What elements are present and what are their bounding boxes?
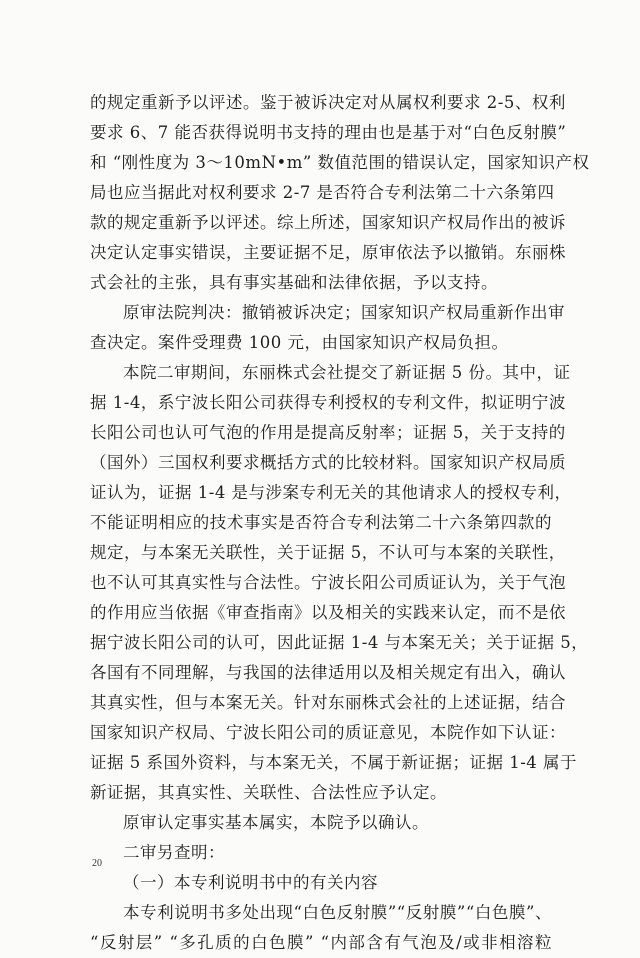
text-line: “反射层” “多孔质的白色膜” “内部含有气泡及/或非相溶粒 <box>90 933 552 952</box>
text-line: 其真实性，但与本案无关。针对东丽株式会社的上述证据，结合 <box>90 693 566 712</box>
text-line: 不能证明相应的技术事实是否符合专利法第二十六条第四款的 <box>90 513 552 532</box>
text-line: 二审另查明： <box>123 843 225 862</box>
text-line: 规定，与本案无关联性，关于证据 5，不认可与本案的关联性， <box>90 543 566 562</box>
text-line: 决定认定事实错误，主要证据不足，原审依法予以撤销。东丽株 <box>90 243 566 262</box>
text-line: 局也应当据此对权利要求 2-7 是否符合专利法第二十六条第四 <box>90 183 555 202</box>
text-line: 证认为，证据 1-4 是与涉案专利无关的其他请求人的授权专利， <box>90 483 572 502</box>
text-line: 查决定。案件受理费 100 元，由国家知识产权局负担。 <box>90 333 509 352</box>
text-line: 据 1-4，系宁波长阳公司获得专利授权的专利文件，拟证明宁波 <box>90 393 566 412</box>
text-line: 本院二审期间，东丽株式会社提交了新证据 5 份。其中，证 <box>123 363 571 382</box>
text-line: 的规定重新予以评述。鉴于被诉决定对从属权利要求 2-5、权利 <box>90 93 566 112</box>
text-line: 也不认可其真实性与合法性。宁波长阳公司质证认为，关于气泡 <box>90 573 566 592</box>
page-number: 20 <box>92 858 102 869</box>
text-line: 新证据，其真实性、关联性、合法性应予认定。 <box>90 783 447 802</box>
text-line: 式会社的主张，具有事实基础和法律依据，予以支持。 <box>90 273 498 292</box>
text-line: （一）本专利说明书中的有关内容 <box>123 873 378 892</box>
text-line: 各国有不同理解，与我国的法律适用以及相关规定有出入，确认 <box>90 663 566 682</box>
text-line: （国外）三国权利要求概括方式的比较材料。国家知识产权局质 <box>90 453 566 472</box>
text-line: 本专利说明书多处出现“白色反射膜”“反射膜”“白色膜”、 <box>123 903 552 922</box>
text-line: 款的规定重新予以评述。综上所述，国家知识产权局作出的被诉 <box>90 213 566 232</box>
text-line: 原审认定事实基本属实，本院予以确认。 <box>123 813 429 832</box>
text-line: 要求 6、7 能否获得说明书支持的理由也是基于对“白色反射膜” <box>90 123 567 142</box>
text-line: 国家知识产权局、宁波长阳公司的质证意见，本院作如下认证： <box>90 723 566 742</box>
text-line: 据宁波长阳公司的认可，因此证据 1-4 与本案无关；关于证据 5， <box>90 633 589 652</box>
text-line: 的作用应当依据《审查指南》以及相关的实践来认定，而不是依 <box>90 603 566 622</box>
text-line: 证据 5 系国外资料，与本案无关，不属于新证据；证据 1-4 属于 <box>90 753 578 772</box>
body-text <box>90 88 590 958</box>
text-line: 和 “刚性度为 3～10mN•m” 数值范围的错误认定，国家知识产权 <box>90 153 590 172</box>
text-line: 长阳公司也认可气泡的作用是提高反射率；证据 5，关于支持的 <box>90 423 566 442</box>
text-line: 原审法院判决：撤销被诉决定；国家知识产权局重新作出审 <box>123 303 565 322</box>
